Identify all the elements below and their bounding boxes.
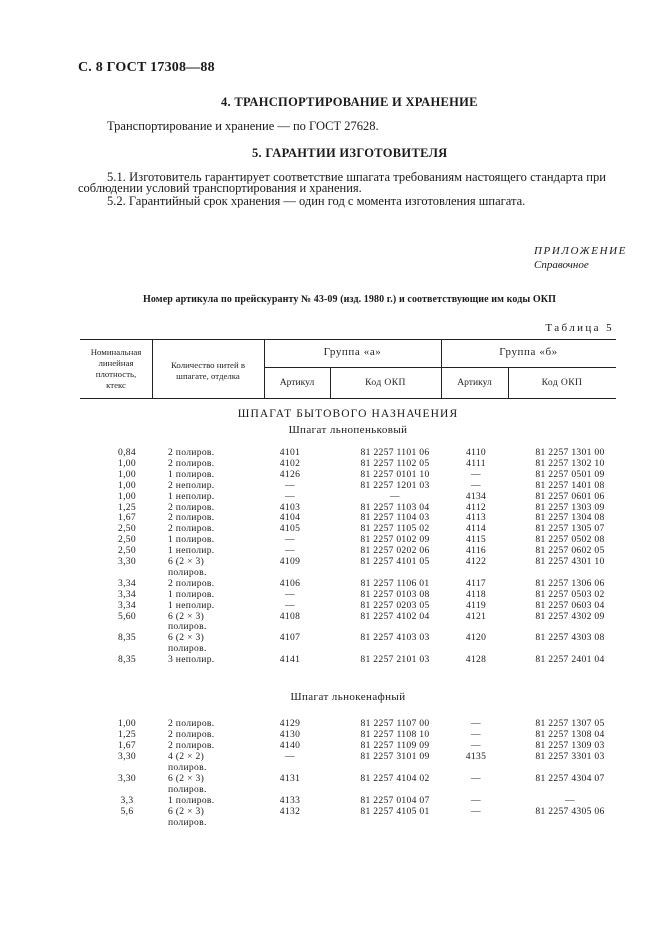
subtitle-linen-kenaf: Шпагат льнокенафный [290,691,406,703]
group-b-header: Группа «б» [499,346,558,358]
article-a-cell: 4104 [279,512,301,524]
okp-a-cell: 81 2257 0202 06 [360,545,430,557]
okp-b-cell: 81 2257 4305 06 [535,805,605,817]
okp-b-cell: 81 2257 0602 05 [535,545,605,557]
table-row [80,469,616,480]
okp-b-cell: 81 2257 4301 10 [535,556,605,567]
quantity-cell: 2 полиров. [168,739,215,751]
okp-b-cell: 81 2257 1309 03 [535,739,605,751]
table-row [80,718,616,729]
subtitle-linen-hemp: Шпагат льнопеньковый [288,424,408,436]
section-5-p1-line2: соблюдении условий транспортирования и хранения. [78,181,362,195]
table-row [80,784,616,795]
density-cell: 8,35 [118,632,136,644]
article-a-cell: 4106 [279,577,301,589]
okp-b-cell: 81 2257 1301 00 [535,447,605,458]
article-a-cell: 4130 [279,728,301,740]
okp-b-cell: 81 2257 1306 06 [535,577,605,589]
okp-b-cell: 81 2257 1302 10 [535,457,605,469]
okp-a-cell: 81 2257 3101 09 [360,750,430,762]
table-row [80,773,616,784]
table-row [80,512,616,523]
density-cell: 1,67 [118,739,136,751]
article-b-cell: 4111 [466,457,486,469]
article-b-cell: 4115 [465,534,487,546]
okp-a-cell: 81 2257 1105 02 [360,523,430,535]
table-row [80,600,616,611]
okp-b-cell: 81 2257 0603 04 [535,599,605,611]
article-a-cell: 4103 [279,501,301,513]
quantity-cell: 6 (2 × 3) [168,805,205,817]
density-cell: 3,34 [118,577,136,589]
quantity-cell: 6 (2 × 3) [168,610,205,622]
okp-a-cell: 81 2257 1104 03 [360,512,430,524]
article-b-cell: — [471,468,481,480]
table-caption: Номер артикула по прейскуранту № 43-09 (изд. 1980 г.) и соответствующие им коды ОКП [143,294,556,305]
density-cell: 2,50 [118,523,136,535]
okp-b-cell: 81 2257 4303 08 [535,632,605,644]
density-cell: 1,00 [118,490,136,502]
article-a-cell: 4132 [279,805,301,817]
table-row [80,491,616,502]
okp-a-cell: 81 2257 1109 09 [360,739,430,751]
table-row [80,795,616,806]
table-row [80,523,616,534]
article-b-cell: — [471,805,481,817]
okp-a-cell: 81 2257 0102 09 [360,534,430,546]
table-row [80,611,616,622]
okp-a-header: Код ОКП [365,377,406,388]
article-b-cell: — [471,728,481,740]
quantity-cell: 1 полиров. [168,534,215,546]
quantity-cell: полиров. [168,566,207,578]
density-cell: 3,30 [118,556,136,567]
article-a-cell: 4109 [279,556,301,567]
article-b-cell: 4113 [465,512,487,524]
article-a-cell: 4105 [279,523,301,535]
block-title: ШПАГАТ БЫТОВОГО НАЗНАЧЕНИЯ [237,408,459,420]
quantity-cell: 1 полиров. [168,794,215,806]
okp-a-cell: 81 2257 1102 05 [360,457,430,469]
okp-a-cell: 81 2257 1201 03 [360,479,430,491]
quantity-cell: 1 неполир. [168,545,215,557]
okp-b-cell: 81 2257 1304 08 [535,512,605,524]
table-row [80,740,616,751]
quantity-cell: 3 неполир. [168,654,215,666]
article-b-cell: 4112 [465,501,487,513]
quantity-cell: 2 полиров. [168,447,215,458]
article-b-cell: 4116 [465,545,487,557]
density-cell: 1,25 [118,501,136,513]
article-a-cell: 4129 [279,718,301,729]
quantity-cell: полиров. [168,621,207,633]
quantity-cell: 6 (2 × 3) [168,772,205,784]
group-sub-rule [264,367,616,368]
quantity-cell: 2 полиров. [168,457,215,469]
table-row [80,545,616,556]
quantity-cell: полиров. [168,816,207,828]
article-b-cell: — [471,739,481,751]
table-row [80,632,616,643]
article-a-cell: 4108 [279,610,301,622]
article-a-cell: — [285,534,295,546]
okp-b-cell: 81 2257 3301 03 [535,750,605,762]
okp-a-cell: 81 2257 4101 05 [360,556,430,567]
page-header: С. 8 ГОСТ 17308—88 [78,60,215,75]
quantity-cell: 1 полиров. [168,468,215,480]
table-row [80,567,616,578]
article-a-cell: — [285,490,295,502]
okp-a-cell: 81 2257 4105 01 [360,805,430,817]
okp-b-cell: 81 2257 1308 04 [535,728,605,740]
article-b-cell: 4134 [465,490,487,502]
okp-b-cell: — [565,794,575,806]
article-a-cell: 4126 [279,468,301,480]
okp-b-cell: 81 2257 1401 08 [535,479,605,491]
density-cell: 1,00 [118,718,136,729]
article-a-cell: 4102 [279,457,301,469]
okp-b-cell: 81 2257 0503 02 [535,588,605,600]
article-a-cell: — [285,479,295,491]
header-bottom-rule [80,398,616,399]
article-a-cell: — [285,588,295,600]
table-row [80,480,616,491]
quantity-cell: полиров. [168,761,207,773]
table-row [80,751,616,762]
okp-a-cell: — [390,490,400,502]
article-b-cell: 4117 [465,577,487,589]
table-row [80,654,616,665]
density-cell: 3,34 [118,599,136,611]
article-a-cell: 4131 [279,772,301,784]
quantity-cell: 1 неполир. [168,490,215,502]
table-row [80,447,616,458]
okp-b-cell: 81 2257 4304 07 [535,772,605,784]
okp-a-cell: 81 2257 0203 05 [360,599,430,611]
table-row [80,762,616,773]
density-cell: 1,00 [118,457,136,469]
okp-b-cell: 81 2257 1307 05 [535,718,605,729]
article-b-cell: — [471,718,481,729]
density-cell: 2,50 [118,545,136,557]
quantity-header: Количество нитей в шпагате, отделка [170,360,246,381]
table-name: Таблица 5 [545,322,614,334]
density-cell: 3,34 [118,588,136,600]
density-cell: 1,00 [118,479,136,491]
article-b-cell: 4110 [465,447,487,458]
quantity-cell: 4 (2 × 2) [168,750,205,762]
table-row [80,534,616,545]
quantity-cell: 6 (2 × 3) [168,556,205,567]
article-b-cell: — [471,479,481,491]
article-a-cell: — [285,599,295,611]
article-b-cell: 4118 [465,588,487,600]
appendix-label: ПРИЛОЖЕНИЕ [534,245,627,257]
okp-a-cell: 81 2257 4102 04 [360,610,430,622]
table-row [80,556,616,567]
table-row [80,578,616,589]
okp-b-cell: 81 2257 1305 07 [535,523,605,535]
article-b-cell: 4120 [465,632,487,644]
density-cell: 3,30 [118,750,136,762]
density-cell: 5,6 [120,805,134,817]
article-b-cell: 4122 [465,556,487,567]
article-b-cell: 4121 [465,610,487,622]
okp-a-cell: 81 2257 1108 10 [360,728,430,740]
density-cell: 1,25 [118,728,136,740]
article-b-cell: 4119 [465,599,487,611]
okp-a-cell: 81 2257 2101 03 [360,654,430,666]
quantity-cell: 2 полиров. [168,523,215,535]
article-a-cell: — [285,750,295,762]
article-b-cell: 4128 [465,654,487,666]
article-b-cell: 4114 [465,523,487,535]
quantity-cell: полиров. [168,643,207,655]
article-a-cell: 4101 [279,447,301,458]
density-cell: 1,67 [118,512,136,524]
okp-b-cell: 81 2257 0502 08 [535,534,605,546]
section-5-p1-line1: 5.1. Изготовитель гарантирует соответствие шпагата требованиям настоящего стандарта при [107,170,607,184]
section-5-p2: 5.2. Гарантийный срок хранения — один год с момента изготовления шпагата. [107,194,526,208]
okp-b-cell: 81 2257 2401 04 [535,654,605,666]
article-b-cell: — [471,794,481,806]
okp-a-cell: 81 2257 1103 04 [360,501,430,513]
density-cell: 3,30 [118,772,136,784]
section-4-title: 4. ТРАНСПОРТИРОВАНИЕ И ХРАНЕНИЕ [221,95,478,109]
okp-a-cell: 81 2257 4104 02 [360,772,430,784]
okp-a-cell: 81 2257 0101 10 [360,468,430,480]
okp-a-cell: 81 2257 1106 01 [360,577,430,589]
okp-b-cell: 81 2257 0501 09 [535,468,605,480]
quantity-cell: 2 полиров. [168,512,215,524]
table-row [80,643,616,654]
density-cell: 2,50 [118,534,136,546]
quantity-cell: 1 неполир. [168,599,215,611]
density-cell: 8,35 [118,654,136,666]
table-row [80,502,616,513]
okp-b-cell: 81 2257 1303 09 [535,501,605,513]
quantity-cell: 2 полиров. [168,577,215,589]
article-a-cell: 4140 [279,739,301,751]
okp-a-cell: 81 2257 0104 07 [360,794,430,806]
article-b-cell: — [471,772,481,784]
okp-a-cell: 81 2257 1101 06 [360,447,430,458]
density-cell: 3,3 [120,794,134,806]
okp-a-cell: 81 2257 4103 03 [360,632,430,644]
table-row [80,621,616,632]
density-cell: 5,60 [118,610,136,622]
okp-b-header: Код ОКП [541,377,583,388]
okp-b-cell: 81 2257 4302 09 [535,610,605,622]
okp-a-cell: 81 2257 1107 00 [360,718,430,729]
table-row [80,589,616,600]
quantity-cell: 2 неполир. [168,479,215,491]
density-cell: 1,00 [118,468,136,480]
article-b-header: Артикул [457,377,492,388]
table-row [80,806,616,817]
appendix-sublabel: Справочное [534,259,589,271]
article-a-cell: — [285,545,295,557]
article-b-cell: 4135 [465,750,487,762]
table-row [80,729,616,740]
section-4-text: Транспортирование и хранение — по ГОСТ 27628. [107,119,379,133]
quantity-cell: 2 полиров. [168,501,215,513]
section-5-title: 5. ГАРАНТИИ ИЗГОТОВИТЕЛЯ [252,146,448,160]
quantity-cell: полиров. [168,783,207,795]
table-top-rule [80,339,616,340]
table-row [80,817,616,828]
group-a-header: Группа «а» [323,346,382,358]
density-header: Номинальная линейная плотность, ктекс [90,347,142,390]
quantity-cell: 6 (2 × 3) [168,632,205,644]
article-a-cell: 4141 [279,654,301,666]
okp-b-cell: 81 2257 0601 06 [535,490,605,502]
article-a-cell: 4107 [279,632,301,644]
article-a-cell: 4133 [279,794,301,806]
quantity-cell: 1 полиров. [168,588,215,600]
okp-a-cell: 81 2257 0103 08 [360,588,430,600]
density-cell: 0,84 [118,447,136,458]
quantity-cell: 2 полиров. [168,718,215,729]
article-a-header: Артикул [279,377,315,388]
quantity-cell: 2 полиров. [168,728,215,740]
table-row [80,458,616,469]
